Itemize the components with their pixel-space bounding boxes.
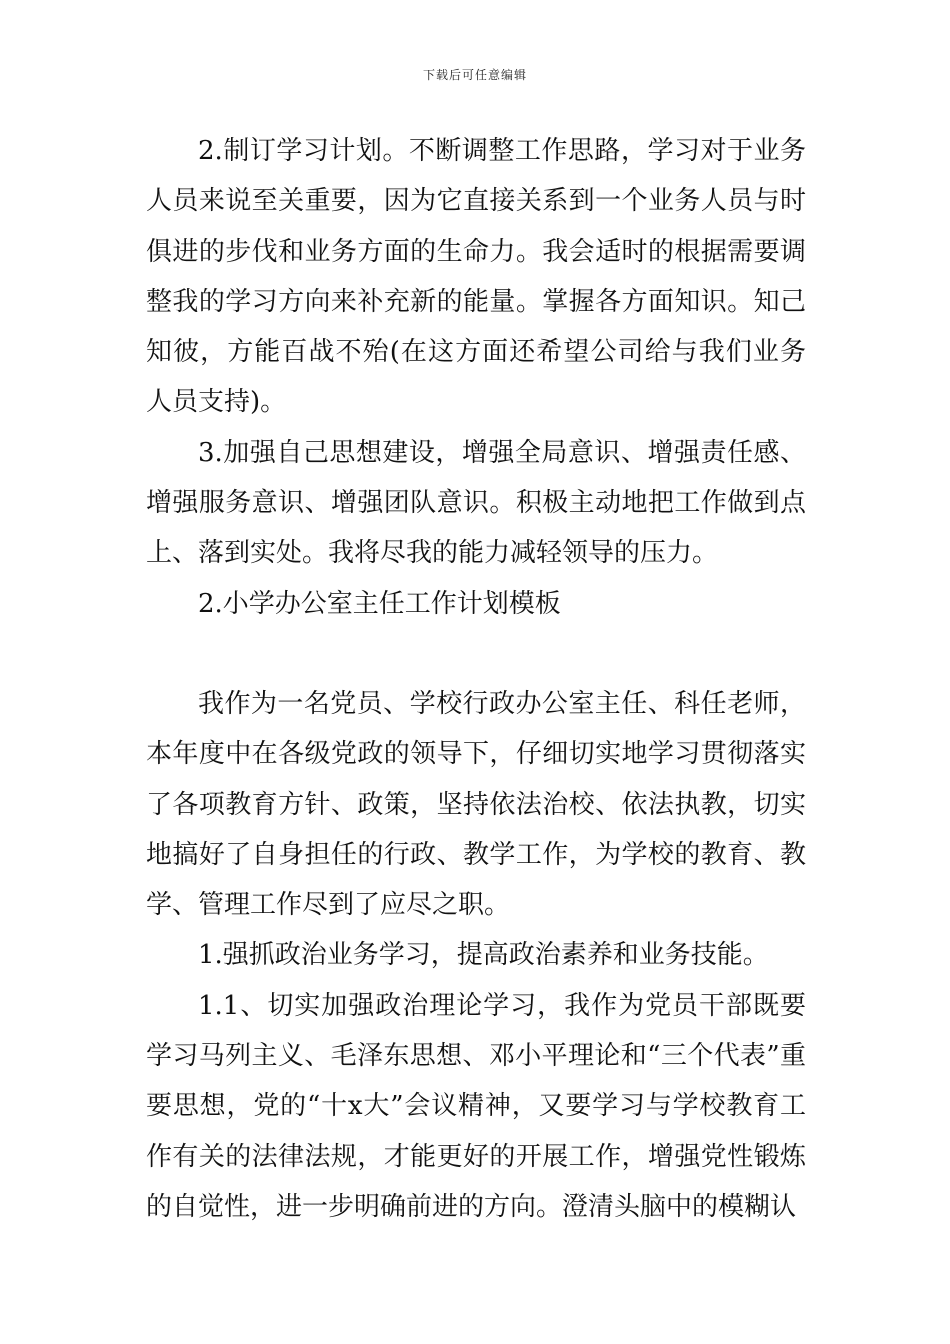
page-header: 下载后可任意编辑	[422, 68, 527, 82]
paragraph-point-1: 1.强抓政治业务学习，提高政治素养和业务技能。	[198, 940, 769, 971]
paragraph-study-plan: 2.制订学习计划。不断调整工作思路，学习对于业务人员来说至关重要，因为它直接关系到一个业务人员与时俱进的步伐和业务方面的生命力。我会适时的根据需要调整我的学习方向来补充新的能量。掌握各方面知识。知己知彼，方能百战不殆(在这方面还希望公司给与我们业务人员支持)。	[146, 136, 806, 418]
paragraph-point-1-1: 1.1、切实加强政治理论学习，我作为党员干部既要学习马列主义、毛泽东思想、邓小平理论和“三个代表”重要思想，党的“十x大”会议精神，又要学习与学校教育工作有关的法律法规，才能更好的开展工作，增强党性锻炼的自觉性，进一步明确前进的方向。澄清头脑中的模糊认	[146, 990, 806, 1222]
paragraph-intro: 我作为一名党员、学校行政办公室主任、科任老师，本年度中在各级党政的领导下，仔细切实地学习贯彻落实了各项教育方针、政策，坚持依法治校、依法执教，切实地搞好了自身担任的行政、教学工作，为学校的教育、教学、管理工作尽到了应尽之职。	[146, 688, 806, 921]
section-heading: 2.小学办公室主任工作计划模板	[198, 588, 561, 619]
document-body	[146, 126, 806, 1232]
paragraph-ideology: 3.加强自己思想建设，增强全局意识、增强责任感、增强服务意识、增强团队意识。积极主动地把工作做到点上、落到实处。我将尽我的能力减轻领导的压力。	[146, 437, 806, 569]
